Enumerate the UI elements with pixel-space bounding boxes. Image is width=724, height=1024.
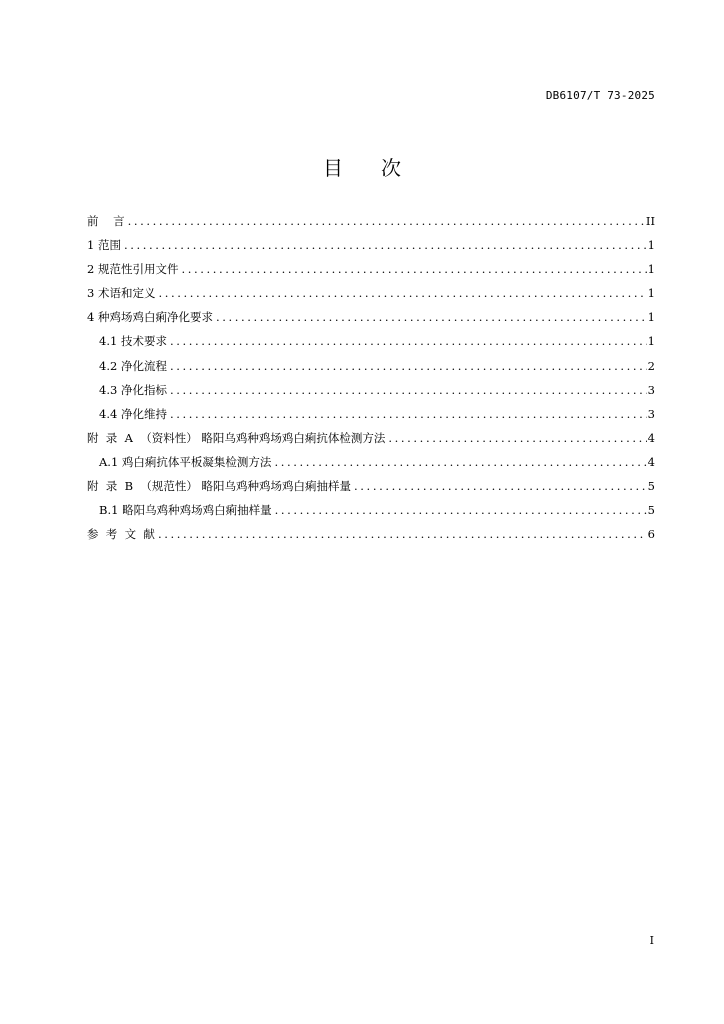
toc-dot-leader xyxy=(170,378,647,402)
toc-dot-leader xyxy=(181,257,646,281)
toc-entry-appendix-a1[interactable] xyxy=(87,450,655,474)
toc-entry-label: 4.4 净化维持 xyxy=(99,406,167,421)
toc-dot-leader xyxy=(128,209,645,233)
toc-entry-terms-definitions[interactable] xyxy=(87,281,655,305)
toc-entry-label: 附 录 A （资料性） 略阳乌鸡种鸡场鸡白痢抗体检测方法 xyxy=(87,430,386,445)
toc-dot-leader xyxy=(158,522,647,546)
toc-entry-page: 2 xyxy=(647,358,655,373)
toc-entry-label: 附 录 B （规范性） 略阳乌鸡种鸡场鸡白痢抽样量 xyxy=(87,479,352,494)
toc-dot-leader xyxy=(388,426,646,450)
toc-entry-page: 3 xyxy=(647,382,655,397)
toc-dot-leader xyxy=(275,498,647,522)
toc-entry-technical-requirements[interactable] xyxy=(87,329,655,353)
toc-dot-leader xyxy=(170,329,647,353)
toc-entry-label: 2 规范性引用文件 xyxy=(87,262,179,277)
toc-entry-page: 6 xyxy=(647,527,655,542)
toc-entry-purification-process[interactable] xyxy=(87,354,655,378)
toc-entry-label: 1 范围 xyxy=(87,238,121,253)
page-title: 目次 xyxy=(323,156,439,180)
toc-entry-label: 4 种鸡场鸡白痢净化要求 xyxy=(87,310,213,325)
toc-dot-leader xyxy=(274,450,646,474)
toc-entry-scope[interactable] xyxy=(87,233,655,257)
toc-entry-appendix-b[interactable] xyxy=(87,474,655,498)
toc-entry-purification-maintenance[interactable] xyxy=(87,402,655,426)
toc-entry-page: 5 xyxy=(647,479,655,494)
toc-entry-page: 1 xyxy=(647,310,655,325)
toc-dot-leader xyxy=(216,305,647,329)
toc-entry-page: 5 xyxy=(647,503,655,518)
toc-dot-leader xyxy=(354,474,647,498)
toc-entry-page: 1 xyxy=(647,334,655,349)
toc-entry-page: 1 xyxy=(647,238,655,253)
toc-entry-page: 1 xyxy=(647,262,655,277)
document-code: DB6107/T 73-2025 xyxy=(545,89,655,102)
toc-entry-bibliography[interactable] xyxy=(87,522,655,546)
toc-entry-label: B.1 略阳乌鸡种鸡场鸡白痢抽样量 xyxy=(99,503,272,518)
toc-entry-label: 3 术语和定义 xyxy=(87,286,156,301)
toc-dot-leader xyxy=(170,354,647,378)
toc-entry-page: 1 xyxy=(647,286,655,301)
toc-entry-foreword[interactable] xyxy=(87,209,655,233)
toc-entry-label: 4.2 净化流程 xyxy=(99,358,167,373)
toc-entry-page: II xyxy=(645,214,655,228)
toc-entry-page: 3 xyxy=(647,406,655,421)
toc-dot-leader xyxy=(170,402,647,426)
toc-entry-page: 4 xyxy=(647,454,655,469)
toc-entry-label: 4.3 净化指标 xyxy=(99,382,167,397)
toc-entry-label: 前 言 xyxy=(87,214,125,228)
toc-entry-purification-indicators[interactable] xyxy=(87,378,655,402)
toc-entry-page: 4 xyxy=(647,430,655,445)
toc-entry-appendix-b1[interactable] xyxy=(87,498,655,522)
toc-entry-label: 4.1 技术要求 xyxy=(99,334,167,349)
toc-entry-purification-requirements[interactable] xyxy=(87,305,655,329)
toc-entry-label: A.1 鸡白痢抗体平板凝集检测方法 xyxy=(99,454,272,469)
toc-dot-leader xyxy=(124,233,647,257)
table-of-contents xyxy=(87,209,655,546)
toc-entry-normative-references[interactable] xyxy=(87,257,655,281)
page-number: I xyxy=(649,934,654,947)
toc-entry-appendix-a[interactable] xyxy=(87,426,655,450)
toc-entry-label: 参 考 文 献 xyxy=(87,527,155,542)
toc-dot-leader xyxy=(158,281,646,305)
